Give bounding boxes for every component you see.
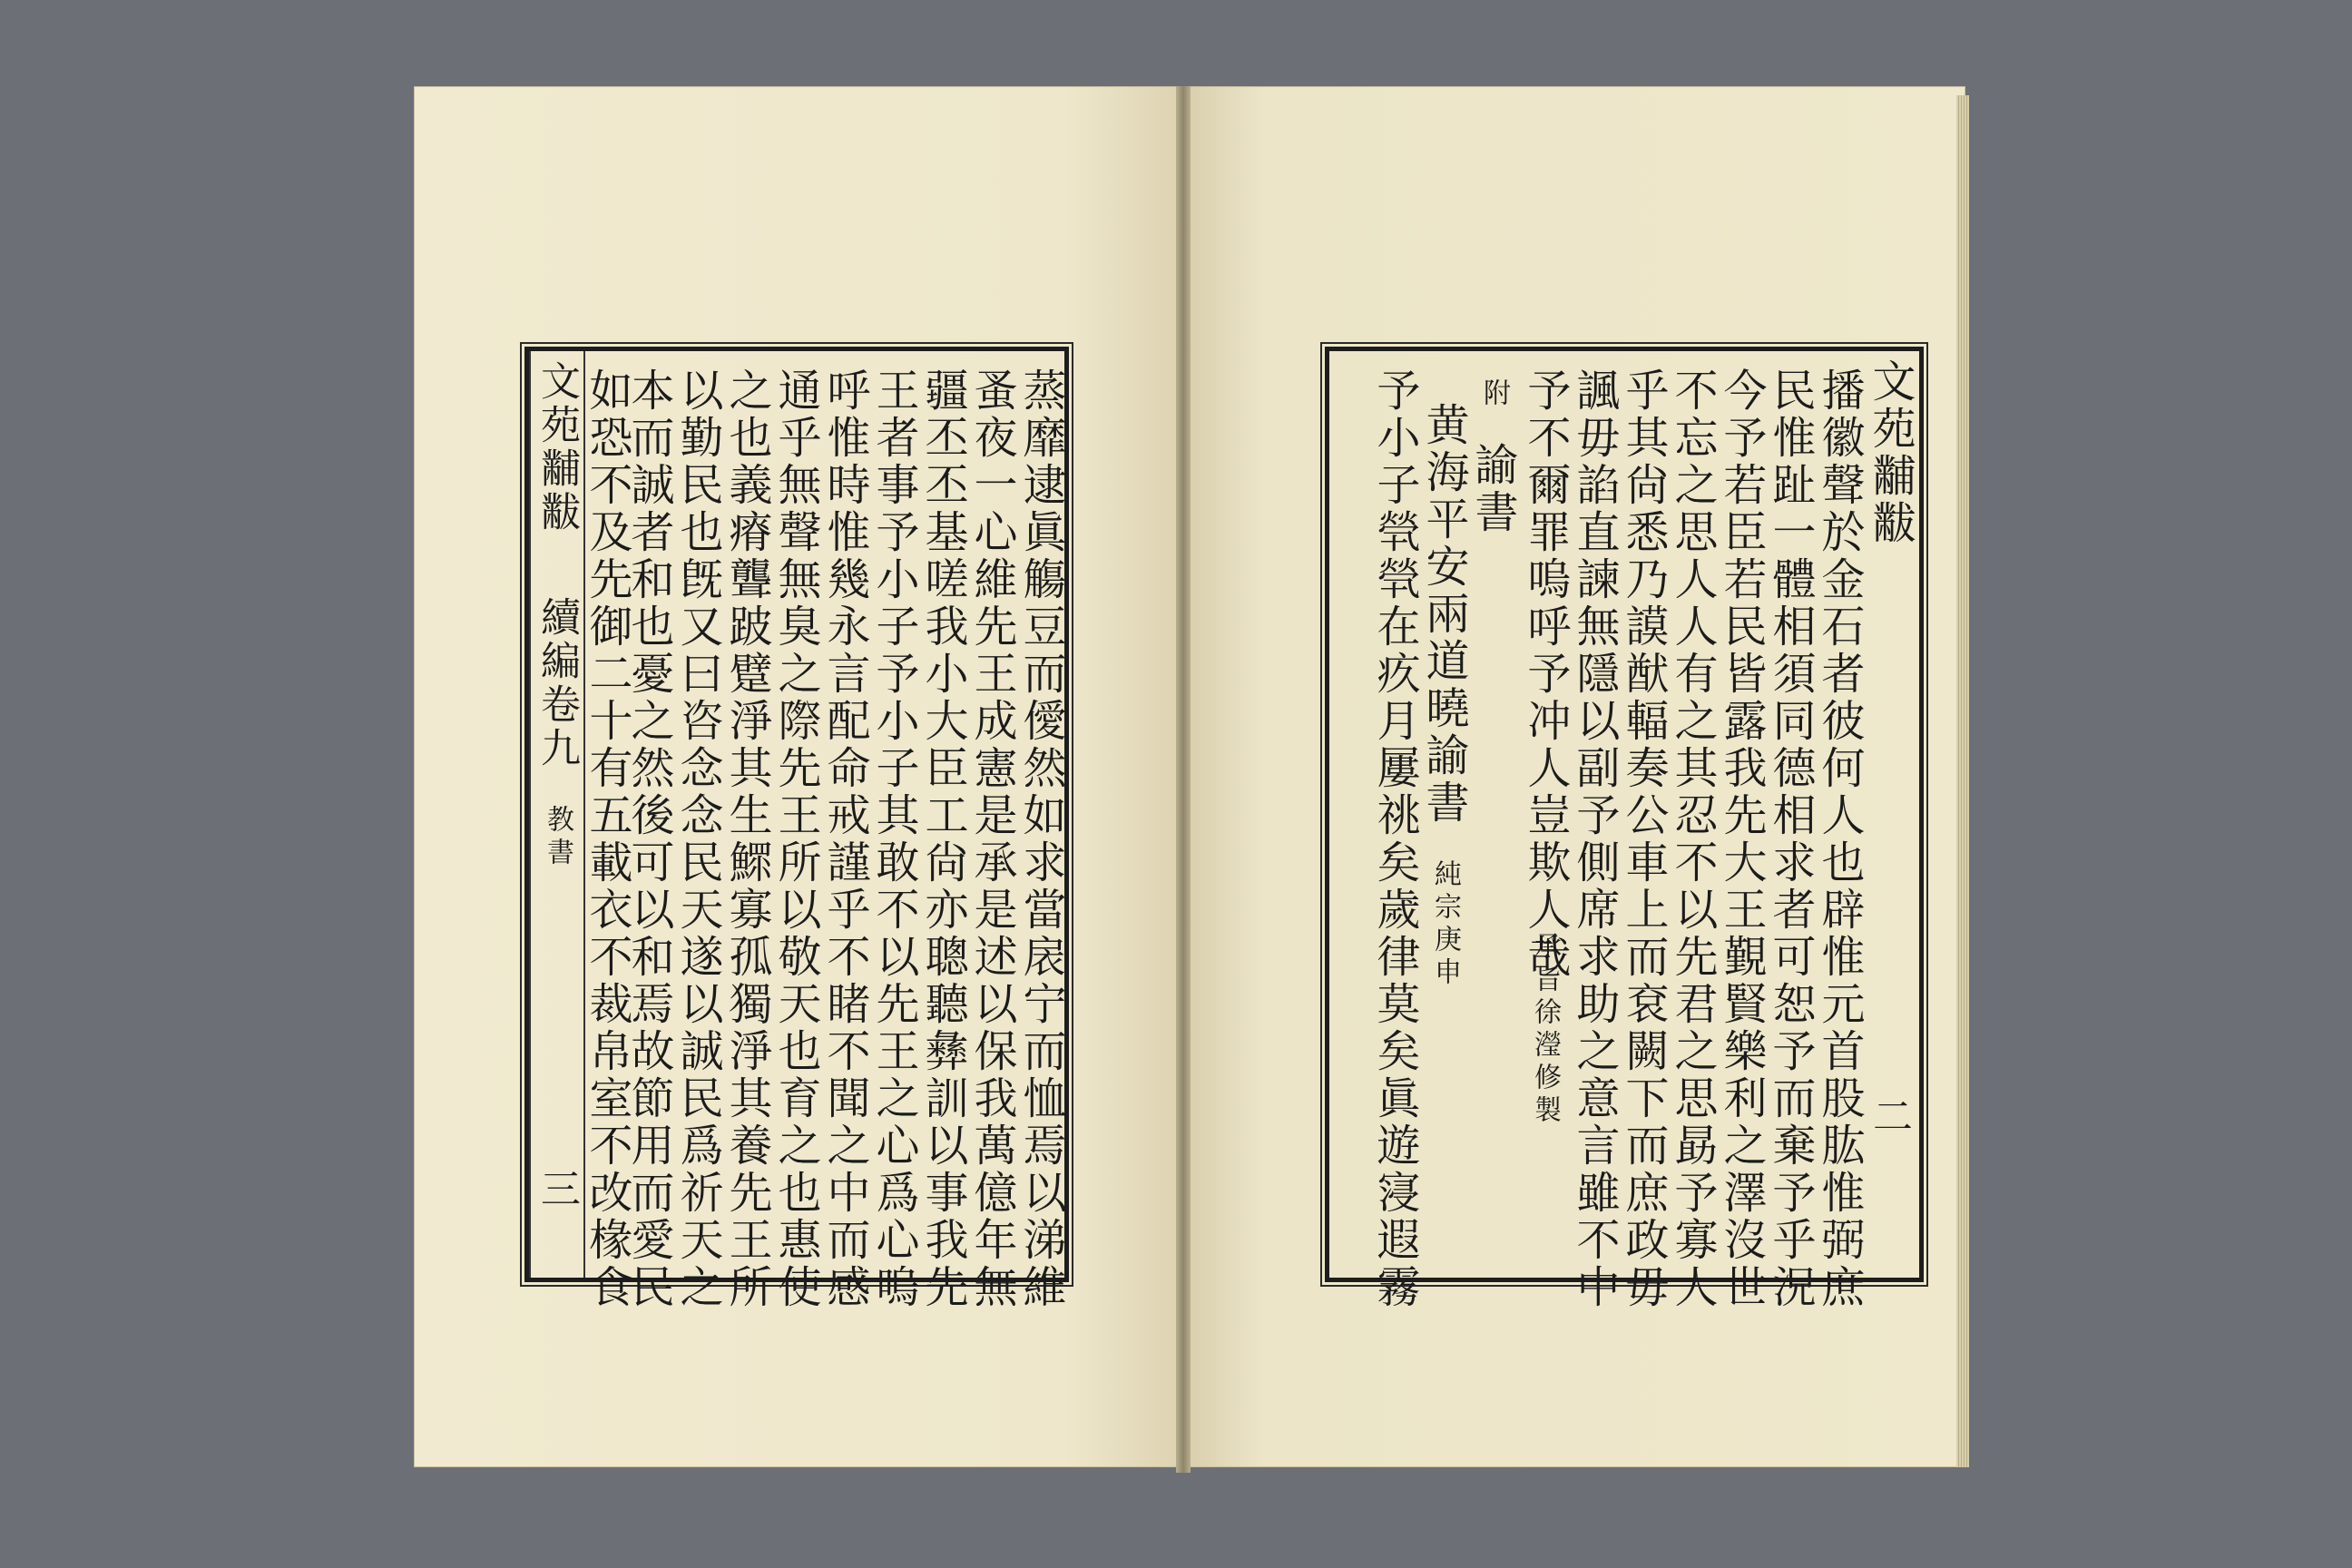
right-column-11: 予小子煢煢在疚月屢祧矣歲律莫矣眞遊寖遐霧 bbox=[1369, 368, 1420, 1311]
left-text-frame bbox=[524, 347, 1069, 1311]
right-margin-title: 文苑黼黻 bbox=[1865, 358, 1916, 547]
left-column-4: 王者事予小子予小子其敢不以先王之心爲心嗚 bbox=[868, 368, 919, 1311]
right-appendix-title: 諭書 bbox=[1467, 442, 1518, 536]
right-column-1: 播徽聲於金石者彼何人也辟惟元首股肱惟弼庶 bbox=[1814, 368, 1865, 1311]
right-page-number: 二 bbox=[1866, 1095, 1912, 1139]
right-column-3: 今予若臣若民皆露我先大王覲賢樂利之澤沒世 bbox=[1716, 368, 1767, 1311]
left-page-number: 三 bbox=[534, 1168, 580, 1211]
left-margin-section: 教書 bbox=[542, 805, 573, 870]
right-decree-title: 黄海平安兩道曉諭書 bbox=[1418, 402, 1469, 827]
right-column-2: 民惟趾一體相須同德相求者可恕予而棄予乎況 bbox=[1765, 368, 1816, 1311]
book-gutter bbox=[1176, 86, 1191, 1473]
right-text-frame bbox=[1325, 347, 1924, 1311]
right-column-6: 諷毋諂直諫無隱以副予側席求助之意言雖不中 bbox=[1569, 368, 1620, 1311]
left-column-2: 蚤夜一心維先王成憲是承是述以保我萬億年無 bbox=[966, 368, 1017, 1311]
left-column-8: 以勤民也旣又曰咨念念民天遂以誠民爲祈天之 bbox=[672, 368, 723, 1311]
right-column-7: 予不爾罪嗚呼予冲人豈欺人哉 bbox=[1520, 368, 1571, 981]
left-column-7: 之也義瘠聾跛躄淨其生鰥寡孤獨淨其養先王所 bbox=[721, 368, 772, 1311]
open-book bbox=[414, 86, 1965, 1473]
right-reign-note: 純宗庚申 bbox=[1429, 859, 1461, 990]
left-column-6: 通乎無聲無臭之際先王所以敬天也育之也惠使 bbox=[770, 368, 821, 1311]
left-margin-title: 文苑黼黻 bbox=[534, 360, 580, 534]
left-column-9: 本而誠者和也憂之然後可以和焉故節用而愛民 bbox=[623, 368, 674, 1311]
right-signature: 承旨徐瀅修製 bbox=[1529, 932, 1561, 1128]
left-margin-volume: 續編卷九 bbox=[534, 596, 580, 770]
left-column-10: 如恐不及先御二十有五載衣不裁帛室不改椽食 bbox=[582, 368, 632, 1311]
page-edges bbox=[1956, 95, 1969, 1467]
right-column-5: 乎其尙悉乃謨猷輻奏公車上而袞闕下而庶政毋 bbox=[1618, 368, 1669, 1311]
right-column-4: 不忘之思人人有之其忍不以先君之思勗予寡人 bbox=[1667, 368, 1718, 1311]
left-column-1: 蒸靡逮眞觴豆而僾然如求當扆宁而恤焉以涕維 bbox=[1015, 368, 1066, 1311]
left-column-5: 呼惟時惟幾永言配命戒謹乎不睹不聞之中而感 bbox=[819, 368, 870, 1311]
right-appendix-mark: 附 bbox=[1478, 378, 1510, 411]
left-column-3: 疆丕丕基嗟我小大臣工尙亦聰聽彝訓以事我先 bbox=[917, 368, 968, 1311]
left-margin-band bbox=[529, 351, 585, 1278]
